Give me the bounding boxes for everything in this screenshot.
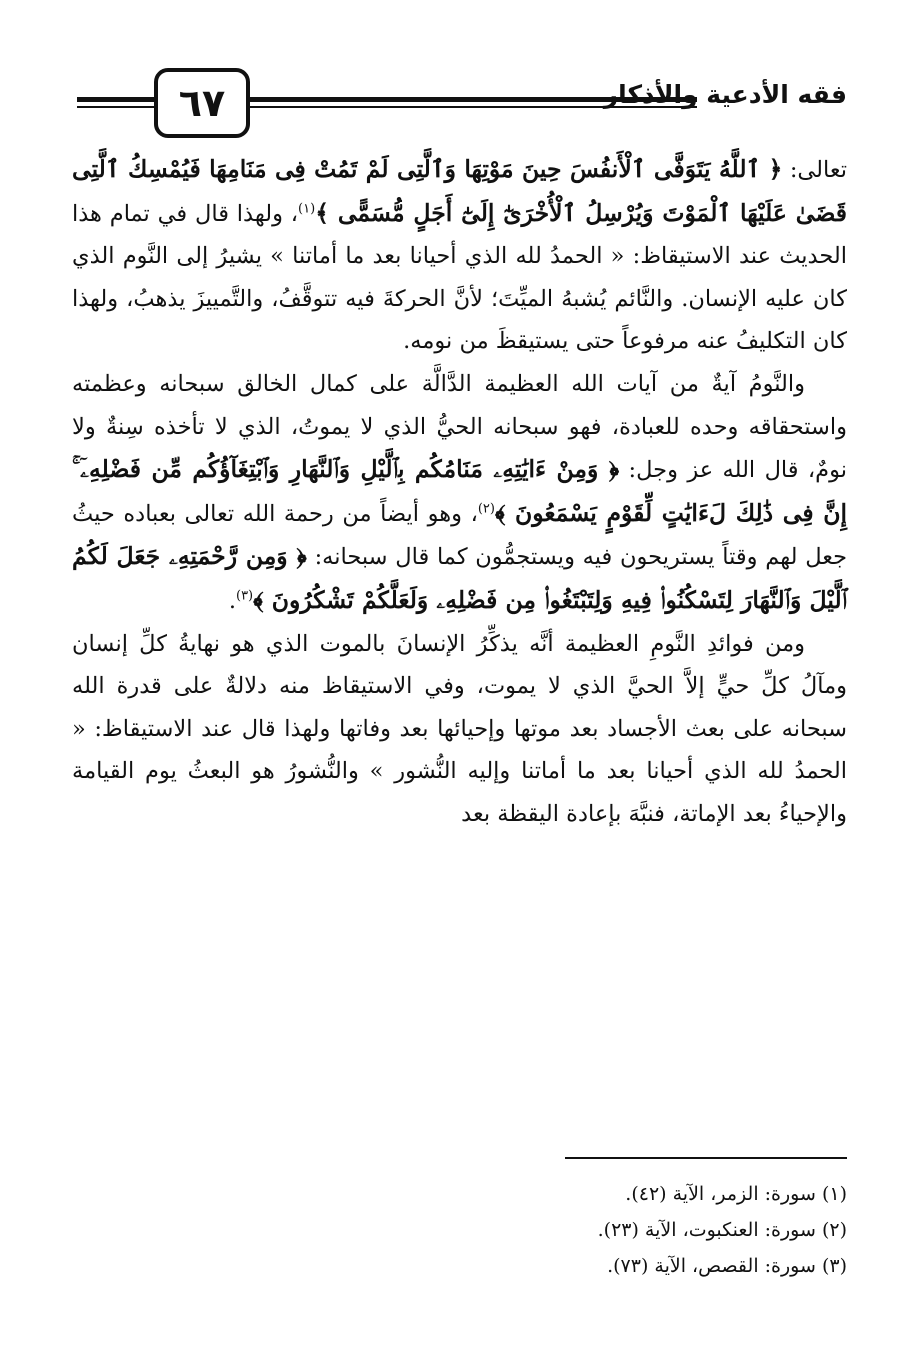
- footnote-separator: [565, 1157, 847, 1159]
- running-title: فقه الأدعية والأذكار: [603, 80, 847, 109]
- footnote: (٢) سورة: العنكبوت، الآية (٢٣).: [597, 1219, 847, 1241]
- footnotes: [347, 1176, 847, 1284]
- footnote-marker[interactable]: (٢): [477, 501, 495, 517]
- quran-verse: ﴿ ٱللَّهُ يَتَوَفَّى ٱلْأَنفُسَ حِينَ مَوْتِهَا وَٱلَّتِى لَمْ تَمُتْ فِى مَنَامِهَا فَيُمْسِكُ ٱلَّتِى قَضَىٰ عَلَيْهَا ٱلْمَوْتَ وَيُرْسِلُ ٱلْأُخْرَىٰٓ إِلَىٰٓ أَجَلٍ مُّسَمًّى ﴾: [72, 155, 847, 227]
- quran-verse: ﴿ وَمِن رَّحْمَتِهِۦ جَعَلَ لَكُمُ ٱلَّيْلَ وَٱلنَّهَارَ لِتَسْكُنُوا۟ فِيهِ وَلِتَبْتَغُوا۟ مِن فَضْلِهِۦ وَلَعَلَّكُمْ تَشْكُرُونَ ﴾: [72, 542, 847, 614]
- text-run: تعالى:: [782, 157, 847, 183]
- main-text: [72, 148, 847, 836]
- footnote-marker[interactable]: (١): [298, 201, 316, 217]
- text-run: .: [228, 587, 236, 614]
- paragraph: [72, 363, 847, 623]
- quran-verse: ﴿ وَمِنْ ءَايَٰتِهِۦ مَنَامُكُم بِٱلَّيْلِ وَٱلنَّهَارِ وَٱبْتِغَآؤُكُم مِّن فَضْلِهِۦٓ ۚ إِنَّ فِى ذَٰلِكَ لَءَايَٰتٍ لِّقَوْمٍ يَسْمَعُونَ ﴾: [72, 455, 847, 527]
- text-run: ، وهو أيضاً من رحمة الله تعالى بعباده حيثُ جعل لهم وقتاً يستريحون فيه ويستجمُّون كما قال سبحانه:: [72, 500, 847, 571]
- text-run: والنَّومُ آيةٌ من آيات الله العظيمة الدَّالَّة على كمال الخالق سبحانه وعظمته واستحقاقه وحده للعبادة، فهو سبحانه الحيُّ الذي لا يموتُ، الذي لا تأخذه سِنةٌ ولا نومٌ، قال الله عز وجل:: [72, 370, 847, 484]
- paragraph: [72, 148, 847, 363]
- page-number: ٦٧: [154, 68, 250, 138]
- footnote-marker[interactable]: (٣): [235, 588, 254, 604]
- paragraph: ومن فوائدِ النَّومِ العظيمة أنَّه يذكِّرُ الإنسانَ بالموت الذي هو نهايةُ كلِّ إنسان ومآلُ كلِّ حيٍّ إلاَّ الحيَّ الذي لا يموت، وفي الاستيقاظ منه دلالةٌ على قدرة الله سبحانه على بعث الأجساد بعد موتها وإحيائها بعد وفاتها ولهذا قال عند الاستيقاظ: « الحمدُ لله الذي أحيانا بعد ما أماتنا وإليه النُّشور » والنُّشورُ هو البعثُ يوم القيامة والإحياءُ بعد الإماتة، فنبَّهَ بإعادة اليقظة بعد: [72, 630, 847, 827]
- text-run: ، ولهذا قال في تمام هذا الحديث عند الاستيقاظ: « الحمدُ لله الذي أحيانا بعد ما أماتنا » يشيرُ إلى النَّوم الذي كان عليه الإنسان. والنَّائم يُشبهُ الميِّتَ؛ لأنَّ الحركةَ فيه تتوقَّفُ، والتَّمييزَ يذهبُ، ولهذا كان التكليفُ عنه مرفوعاً حتى يستيقظَ من نومه.: [72, 200, 847, 355]
- page-header: [72, 68, 847, 138]
- footnote: (٣) سورة: القصص، الآية (٧٣).: [607, 1255, 847, 1277]
- footnote: (١) سورة: الزمر، الآية (٤٢).: [625, 1183, 847, 1205]
